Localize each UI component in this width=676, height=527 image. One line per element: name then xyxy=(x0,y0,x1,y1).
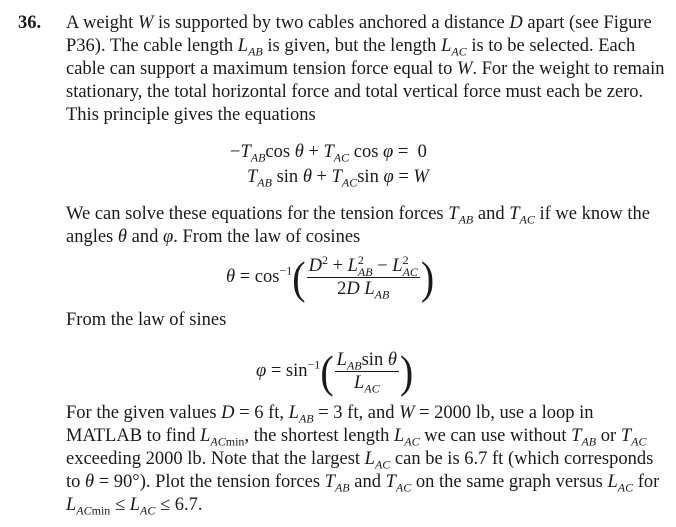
equation-law-of-sines: $\varphi = \sin^{-1}$( $\frac{L_{AB}\sin \theta}{L_{AC}}$ ) xyxy=(256,345,414,398)
sines-label: From the law of sines xyxy=(66,310,227,330)
problem-number: 36. xyxy=(18,13,42,33)
intro-paragraph: A weight W is supported by two cables anchored a distance D apart (see Figure P36). The cable length $L_{AB}$ is given, but the length $L_{AC}$ is to be selected. Each cable can support a maximum tension force equal to W. For the weight to remain stationary, the total horizontal force and total vertical force must each be zero. This principle gives the equations xyxy=(66,13,665,125)
equation-vertical: $T_{AB}$ $\sin \theta + T_{AC}\sin$ φ = W xyxy=(247,167,429,190)
final-paragraph: For the given values D = 6 ft, $L_{AB} = 3$ ft, and W = 2000 lb, use a loop in MATLAB to find $L_{ACmin}$, the shortest length $L_{AC}$ we can use without $T_{AB}$ or $T_{AC}$ exceeding 2000 lb. Note that the largest $L_{AC}$ can be is 6.7 ft (which corresponds to θ = 90°). Plot the tension forces $T_{AB}$ and $T_{AC}$ on the same graph versus $L_{AC}$ for $L_{ACmin} \le L_{AC} \le 6.7$. xyxy=(66,403,660,518)
equation-law-of-cosines: $\theta = \cos^{-1}$( $\frac{D^2 + L^2_{AB} - L^2_{AC}}{2D L_{AB}}$ ) xyxy=(226,251,435,304)
equation-horizontal: $-T_{AB}\cos$ $\theta + T_{AC}$ cos φ = 0 xyxy=(230,142,427,165)
mid-paragraph: We can solve these equations for the tension forces $T_{AB}$ and $T_{AC}$ if we know the angles θ and φ. From the law of cosines xyxy=(66,204,650,247)
